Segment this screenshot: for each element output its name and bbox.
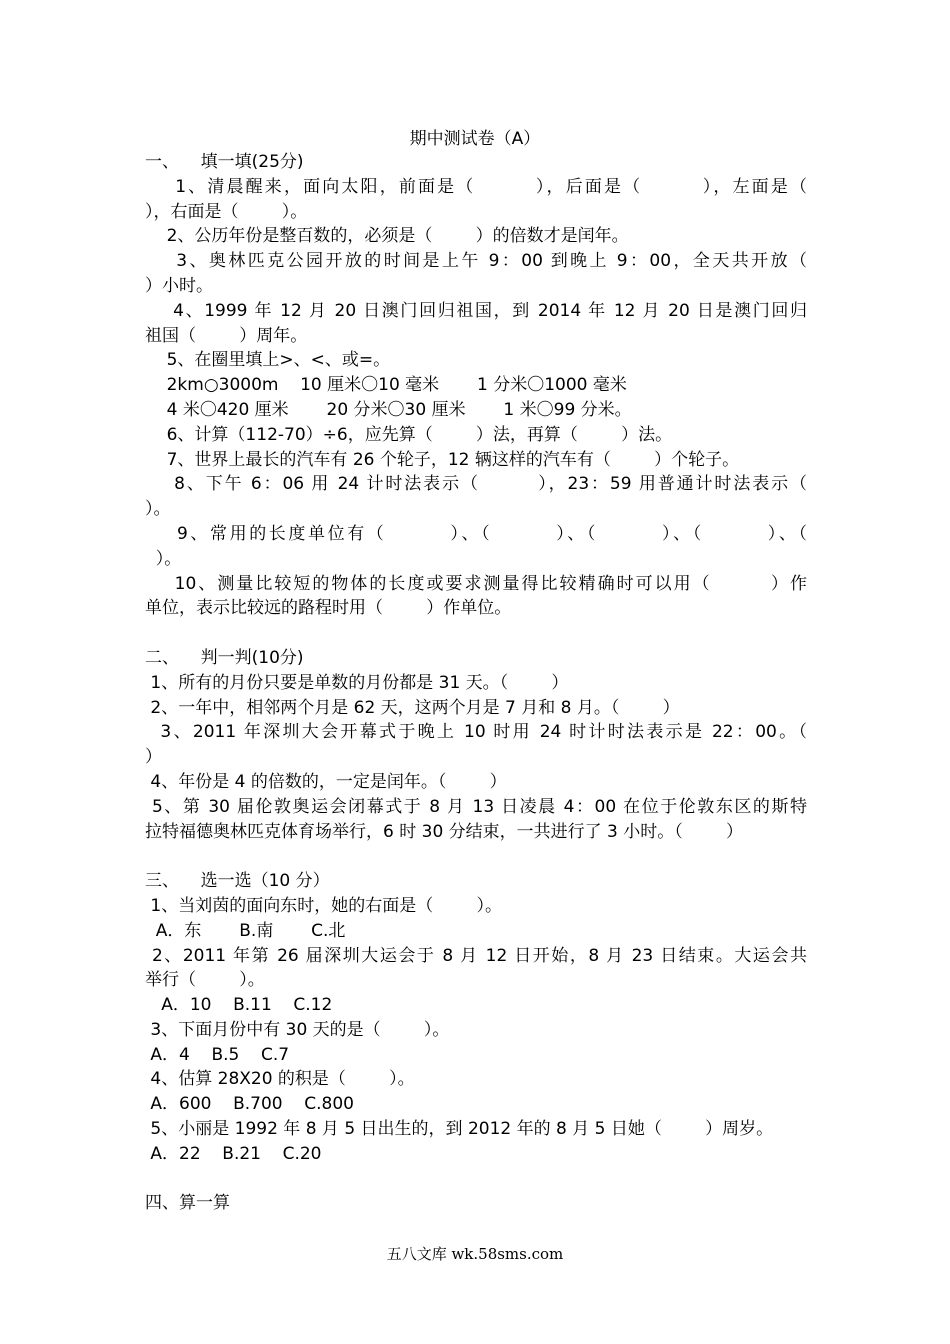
question-line: 1、所有的月份只要是单数的月份都是 31 天。（ ） [145,672,569,693]
question-line: 2、一年中，相邻两个月是 62 天，这两个月是 7 月和 8 月。（ ） [145,697,680,718]
question-line: 5、在圈里填上>、<、或=。 [145,350,391,371]
question-line: 9、常用的长度单位有（ ）、（ ）、（ ）、（ ）、（ [145,523,807,544]
question-line: ） [145,747,162,768]
question-line: 4、年份是 4 的倍数的，一定是闰年。（ ） [145,771,507,792]
question-line: 6、计算（112-70）÷6，应先算（ ）法，再算（ ）法。 [145,424,673,445]
question-line: 8、下午 6：06 用 24 计时法表示（ ），23：59 用普通计时法表示（ [145,474,807,495]
section-heading: 四、算一算 [145,1193,230,1214]
footer-watermark: 五八文库 wk.58sms.com [386,1245,564,1263]
question-line: 3、奥林匹克公园开放的时间是上午 9：00 到晚上 9：00，全天共开放（ [145,251,807,272]
question-line: 祖国（ ）周年。 [145,325,308,346]
option-line: A．22 B.21 C.20 [145,1143,322,1164]
question-line: 5、第 30 届伦敦奥运会闭幕式于 8 月 13 日凌晨 4：00 在位于伦敦东区的斯特 [145,796,807,817]
section-heading: 二、 判一判(10分) [145,647,304,668]
section-heading: 一、 填一填(25分) [145,152,304,172]
question-line: 拉特福德奥林匹克体育场举行，6 时 30 分结束，一共进行了 3 小时。（ ） [145,821,744,842]
spacer [145,844,807,869]
question-line: 3、2011 年深圳大会开幕式于晚上 10 时用 24 时计时法表示是 22：00。（ [145,722,807,743]
page-title: 期中测试卷（A） [409,129,541,149]
question-line: 4、1999 年 12 月 20 日澳门回归祖国，到 2014 年 12 月 20 日是澳门回归 [145,300,807,321]
question-line: ）。 [145,548,182,569]
question-line: 7、世界上最长的汽车有 26 个轮子，12 辆这样的汽车有（ ）个轮子。 [145,449,740,470]
question-line: ）小时。 [145,275,213,296]
question-line: 举行（ ）。 [145,970,265,991]
spacer [145,1167,807,1192]
spacer [145,621,807,646]
question-line: 3、下面月份中有 30 天的是（ ）。 [145,1019,450,1040]
option-line: A．10 B.11 C.12 [145,995,333,1016]
question-line: 1、当刘茵的面向东时，她的右面是（ ）。 [145,895,502,916]
question-line: 2km○3000m 10 厘米〇10 毫米 1 分米〇1000 毫米 [145,375,627,396]
question-line: 1、清晨醒来，面向太阳，前面是（ ），后面是（ ），左面是（ [145,176,807,197]
option-line: A．600 B.700 C.800 [145,1094,354,1115]
exam-content [145,150,807,1216]
question-line: 2、公历年份是整百数的，必须是（ ）的倍数才是闰年。 [145,226,629,247]
question-line: 10、测量比较短的物体的长度或要求测量得比较精确时可以用（ ）作 [145,573,807,594]
question-line: 5、小丽是 1992 年 8 月 5 日出生的，到 2012 年的 8 月 5 日她（ ）周岁。 [145,1119,774,1140]
option-line: A．4 B.5 C.7 [145,1044,290,1065]
option-line: A．东 B.南 C.北 [145,920,346,941]
question-line: 2、2011 年第 26 届深圳大运会于 8 月 12 日开始，8 月 23 日结束。大运会共 [145,945,807,966]
question-line: ）。 [145,499,171,520]
question-line: ），右面是（ ）。 [145,201,308,222]
question-line: 4、估算 28X20 的积是（ ）。 [145,1069,415,1090]
section-heading: 三、 选一选（10 分） [145,871,330,892]
question-line: 单位，表示比较远的路程时用（ ）作单位。 [145,598,512,619]
question-line: 4 米〇420 厘米 20 分米〇30 厘米 1 米〇99 分米。 [145,399,632,420]
